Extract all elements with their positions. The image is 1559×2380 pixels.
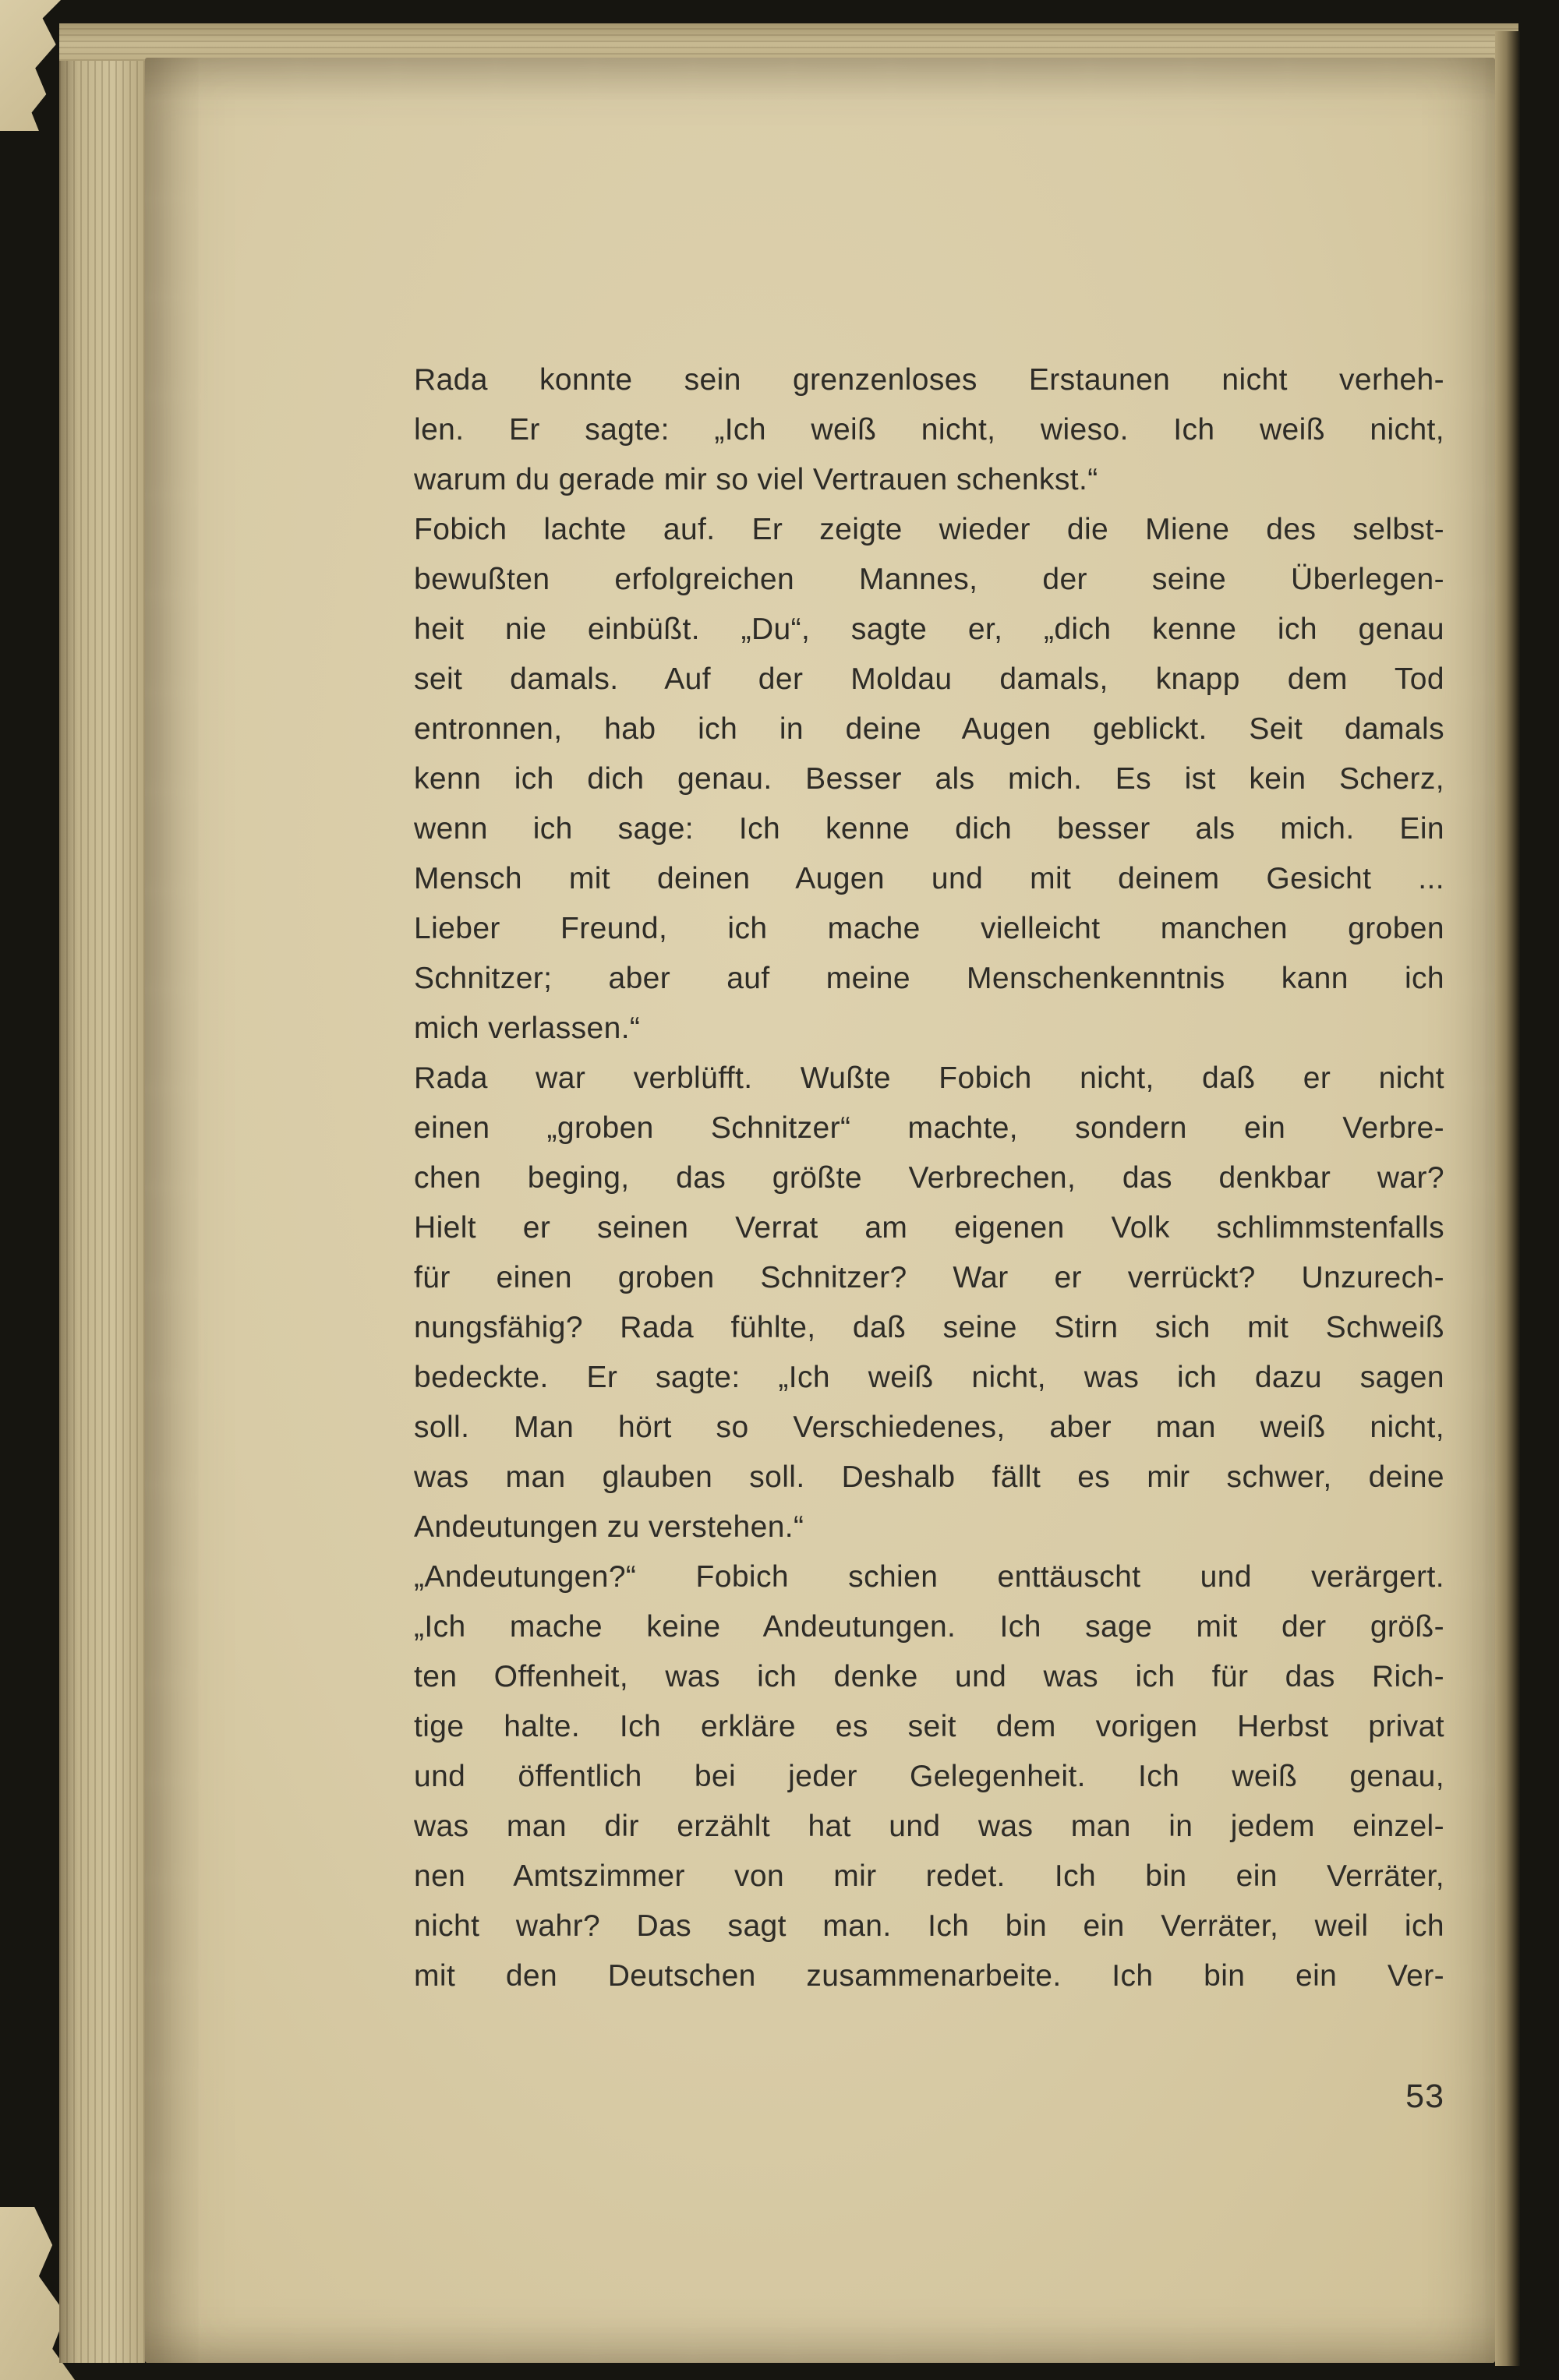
book-page [145,58,1495,2363]
text-block [414,355,1444,2001]
text-line: Schnitzer; aber auf meine Menschenkenntnis kann ich [414,962,1444,995]
text-line: Lieber Freund, ich mache vielleicht manchen groben [414,912,1444,945]
text-line: mich verlassen.“ [414,1012,641,1045]
paragraph [414,355,1444,505]
text-line: warum du gerade mir so viel Vertrauen schenkst.“ [414,463,1098,496]
text-line: heit nie einbüßt. „Du“, sagte er, „dich kenne ich genau [414,613,1444,646]
book-page-edge-right [1495,31,1520,2366]
text-line: Rada war verblüfft. Wußte Fobich nicht, daß er nicht [414,1061,1444,1095]
torn-paper-scrap-top [0,0,61,131]
text-line: entronnen, hab ich in deine Augen geblickt. Seit damals [414,712,1444,746]
text-line: wenn ich sage: Ich kenne dich besser als mich. Ein [414,812,1444,846]
text-line: was man dir erzählt hat und was man in jedem einzel- [414,1810,1444,1843]
text-line: soll. Man hört so Verschiedenes, aber man weiß nicht, [414,1411,1444,1444]
text-line: Hielt er seinen Verrat am eigenen Volk schlimmstenfalls [414,1211,1444,1245]
text-line: bedeckte. Er sagte: „Ich weiß nicht, was ich dazu sagen [414,1361,1444,1394]
text-line: nungsfähig? Rada fühlte, daß seine Stirn sich mit Schweiß [414,1311,1444,1344]
text-line: was man glauben soll. Deshalb fällt es mir schwer, deine [414,1460,1444,1494]
page-number: 53 [1405,2078,1444,2115]
paragraph [414,1552,1444,2001]
book-page-edges-left [59,23,145,2363]
text-line: und öffentlich bei jeder Gelegenheit. Ich weiß genau, [414,1760,1444,1793]
text-line: Rada konnte sein grenzenloses Erstaunen nicht verheh- [414,363,1444,397]
paragraph [414,1054,1444,1552]
text-line: nicht wahr? Das sagt man. Ich bin ein Verräter, weil ich [414,1909,1444,1943]
text-line: nen Amtszimmer von mir redet. Ich bin ein Verräter, [414,1859,1444,1893]
text-line: Andeutungen zu verstehen.“ [414,1510,804,1544]
text-line: bewußten erfolgreichen Mannes, der seine Überlegen- [414,563,1444,596]
text-line: chen beging, das größte Verbrechen, das denkbar war? [414,1161,1444,1195]
text-line: „Ich mache keine Andeutungen. Ich sage mit der größ- [414,1610,1444,1644]
text-line: „Andeutungen?“ Fobich schien enttäuscht und verärgert. [414,1560,1444,1594]
text-line: mit den Deutschen zusammenarbeite. Ich bin ein Ver- [414,1959,1444,1993]
text-line: kenn ich dich genau. Besser als mich. Es ist kein Scherz, [414,762,1444,796]
text-line: seit damals. Auf der Moldau damals, knapp dem Tod [414,662,1444,696]
text-line: einen „groben Schnitzer“ machte, sondern ein Verbre- [414,1111,1444,1145]
text-line: Fobich lachte auf. Er zeigte wieder die Miene des selbst- [414,513,1444,546]
text-line: Mensch mit deinen Augen und mit deinem Gesicht ... [414,862,1444,895]
text-line: für einen groben Schnitzer? War er verrückt? Unzurech- [414,1261,1444,1294]
text-line: tige halte. Ich erkläre es seit dem vorigen Herbst privat [414,1710,1444,1743]
text-line: len. Er sagte: „Ich weiß nicht, wieso. Ich weiß nicht, [414,413,1444,447]
text-line: ten Offenheit, was ich denke und was ich für das Rich- [414,1660,1444,1693]
paragraph [414,505,1444,1054]
book-page-edges-top [59,23,1518,61]
